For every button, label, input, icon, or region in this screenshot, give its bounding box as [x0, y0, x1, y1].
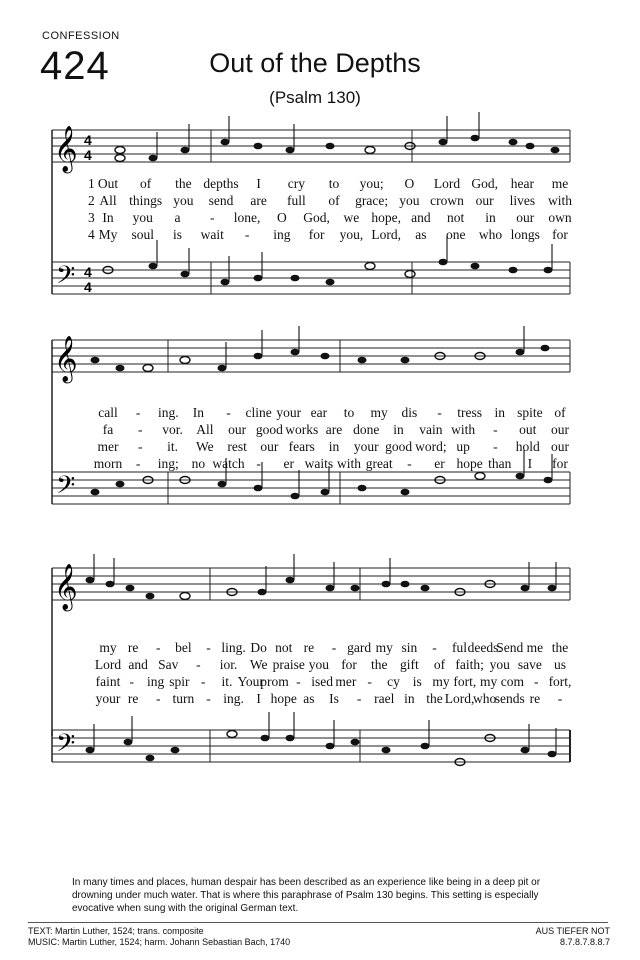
lyric-syllable: you,: [339, 227, 364, 242]
lyric-syllable: I: [256, 691, 261, 706]
lyric-syllable: -: [533, 674, 539, 689]
lyric-syllable: for: [308, 227, 325, 242]
lyric-syllable: you: [399, 193, 420, 208]
lyric-syllable: sends: [494, 691, 525, 706]
lyric-syllable: good: [385, 439, 413, 454]
lyric-syllable: who: [478, 227, 503, 242]
lyric-syllable: sin: [401, 640, 418, 655]
lyric-line: [0, 176, 640, 192]
lyric-syllable: Send: [496, 640, 524, 655]
lyric-syllable: -: [226, 405, 231, 420]
lyric-syllable: for: [552, 227, 568, 242]
lyric-syllable: -: [200, 674, 206, 689]
lyric-syllable: hold: [515, 439, 540, 454]
lyric-syllable: -: [135, 405, 141, 420]
lyric-syllable: own: [548, 210, 572, 225]
lyric-syllable: not: [275, 640, 293, 655]
lyric-syllable: your: [353, 439, 379, 454]
lyric-syllable: me: [526, 640, 544, 655]
lyric-syllable: ear: [310, 405, 328, 420]
lyric-syllable: with: [451, 422, 476, 437]
lyric-syllable: ing: [273, 227, 291, 242]
lyric-syllable: our: [228, 422, 247, 437]
meter: 8.7.8.7.8.8.7: [559, 937, 610, 947]
lyric-syllable: to: [343, 405, 355, 420]
lyric-syllable: mer: [335, 674, 357, 689]
lyric-syllable: in: [485, 210, 496, 225]
lyric-syllable: -: [244, 227, 250, 242]
lyric-syllable: -: [367, 674, 372, 689]
lyric-syllable: for: [552, 456, 568, 471]
lyric-syllable: the: [370, 657, 388, 672]
lyric-syllable: -: [155, 691, 161, 706]
lyric-syllable: crown: [430, 193, 464, 208]
lyric-syllable: All: [99, 193, 117, 208]
lyric-syllable: of: [328, 193, 340, 208]
verse-number: 3: [88, 210, 95, 225]
lyric-syllable: We: [249, 657, 268, 672]
lyric-syllable: gift: [399, 657, 419, 672]
lyric-syllable: you: [308, 657, 330, 672]
svg-text:4: 4: [84, 147, 92, 163]
lyric-syllable: I: [527, 456, 533, 471]
lyric-syllable: tress: [457, 405, 482, 420]
lyric-syllable: cline: [245, 405, 272, 420]
lyric-syllable: deeds.: [467, 640, 502, 655]
lyric-syllable: is: [412, 674, 422, 689]
lyric-syllable: fears: [288, 439, 315, 454]
lyric-syllable: God,: [471, 176, 498, 191]
lyric-syllable: in: [494, 405, 505, 420]
hymn-number: 424: [40, 44, 110, 88]
lyric-syllable: of: [140, 176, 152, 191]
lyric-syllable: us: [553, 657, 567, 672]
lyric-syllable: rael: [374, 691, 395, 706]
lyric-syllable: your: [95, 691, 121, 706]
lyric-syllable: we: [343, 210, 360, 225]
bass-clef-icon: 𝄢: [56, 261, 76, 296]
lyric-syllable: one: [445, 227, 466, 242]
lyric-syllable: -: [210, 210, 215, 225]
svg-text:4: 4: [84, 132, 92, 148]
lyric-syllable: my: [370, 405, 388, 420]
lyric-syllable: wait: [200, 227, 224, 242]
lyric-syllable: our: [551, 422, 569, 437]
lyric-syllable: -: [407, 456, 412, 471]
lyric-syllable: soul: [131, 227, 155, 242]
lyric-syllable: cry: [287, 176, 305, 191]
treble-clef-icon: 𝄞: [54, 126, 78, 172]
lyric-syllable: re: [127, 691, 139, 706]
svg-text:4: 4: [84, 264, 92, 280]
lyric-syllable: for: [341, 657, 357, 672]
lyric-syllable: hope: [456, 456, 483, 471]
lyric-syllable: as: [303, 691, 315, 706]
lyric-syllable: Do: [250, 640, 267, 655]
lyric-syllable: ing;: [157, 456, 179, 471]
lyric-syllable: I: [256, 176, 261, 191]
treble-clef-icon: 𝄞: [54, 564, 78, 610]
lyric-syllable: my: [432, 674, 450, 689]
tune-info: [536, 926, 610, 948]
lyric-syllable: Lord: [433, 176, 461, 191]
lyric-syllable: hope,: [371, 210, 401, 225]
category-label: CONFESSION: [42, 30, 120, 42]
credits: [28, 926, 290, 948]
lyric-syllable: no: [191, 456, 206, 471]
lyric-syllable: -: [206, 640, 211, 655]
lyric-syllable: fort,: [453, 674, 477, 689]
lyric-syllable: cy: [387, 674, 400, 689]
lyric-syllable: er: [434, 456, 445, 471]
lyric-syllable: praise: [272, 657, 305, 672]
lyric-syllable: In: [102, 210, 114, 225]
lyric-syllable: ing: [146, 674, 165, 689]
lyric-syllable: ing.: [157, 405, 179, 420]
lyric-syllable: morn: [93, 456, 123, 471]
lyric-syllable: with: [337, 456, 362, 471]
lyric-syllable: it.: [221, 674, 233, 689]
lyric-syllable: our: [516, 210, 535, 225]
lyric-syllable: -: [296, 674, 301, 689]
lyric-syllable: works: [285, 422, 319, 437]
lyric-syllable: turn: [172, 691, 195, 706]
lyric-syllable: All: [196, 422, 214, 437]
lyric-syllable: O: [404, 176, 415, 191]
lyric-syllable: God,: [303, 210, 330, 225]
lyric-syllable: a: [174, 210, 181, 225]
tune-name: AUS TIEFER NOT: [535, 926, 610, 936]
lyric-syllable: our: [260, 439, 279, 454]
lyric-syllable: Your: [237, 674, 264, 689]
lyric-syllable: faith;: [455, 657, 484, 672]
lyric-line: [0, 640, 640, 656]
lyric-syllable: and: [128, 657, 148, 672]
lyric-syllable: not: [447, 210, 465, 225]
lyric-syllable: -: [493, 422, 498, 437]
lyric-syllable: Sav: [158, 657, 179, 672]
lyric-syllable: your: [276, 405, 302, 420]
lyric-syllable: the: [426, 691, 443, 706]
lyric-syllable: vor.: [162, 422, 183, 437]
lyric-syllable: Lord,: [444, 691, 475, 706]
bass-clef-icon: 𝄢: [56, 729, 76, 764]
lyric-syllable: ised: [311, 674, 333, 689]
lyric-syllable: my: [375, 640, 393, 655]
lyric-syllable: grace;: [355, 193, 389, 208]
lyric-syllable: hope: [270, 691, 297, 706]
lyric-syllable: watch: [212, 456, 245, 471]
music-credit: MUSIC: Martin Luther, 1524; harm. Johann Sebastian Bach, 1740: [28, 937, 291, 947]
footnote: In many times and places, human despair has been described as an experience like being in a deep pit or drowning under much water. That is where this paraphrase of Psalm 130 begins. This setting is especially evocative when sung with the original German text.: [72, 877, 541, 914]
lyric-syllable: longs: [510, 227, 540, 242]
lyric-syllable: great: [365, 456, 393, 471]
lyric-syllable: Lord: [94, 657, 122, 672]
lyric-line: [0, 439, 640, 455]
lyric-syllable: and: [411, 210, 431, 225]
lyric-syllable: save: [517, 657, 542, 672]
lyric-syllable: who: [473, 691, 497, 706]
lyric-syllable: My: [98, 227, 118, 242]
lyric-syllable: -: [138, 439, 143, 454]
lyric-syllable: in: [393, 422, 404, 437]
lyric-syllable: faint: [95, 674, 121, 689]
lyric-syllable: spite: [517, 405, 543, 420]
verse-number: 1: [88, 176, 95, 191]
lyric-syllable: In: [192, 405, 205, 420]
lyric-syllable: -: [432, 640, 437, 655]
lyric-syllable: waits: [304, 456, 334, 471]
lyric-syllable: full: [286, 193, 306, 208]
lyric-syllable: Out: [97, 176, 119, 191]
lyric-syllable: call: [98, 405, 118, 420]
lyric-syllable: ling.: [221, 640, 246, 655]
lyric-syllable: -: [493, 439, 498, 454]
lyric-syllable: hear: [510, 176, 534, 191]
lyric-syllable: rest: [227, 439, 247, 454]
lyric-syllable: -: [135, 456, 141, 471]
lyric-syllable: Lord,: [371, 227, 401, 242]
lyric-syllable: mer: [97, 439, 119, 454]
lyric-syllable: of: [433, 657, 446, 672]
svg-text:4: 4: [84, 279, 92, 295]
lyric-syllable: are: [250, 193, 267, 208]
lyric-syllable: the: [175, 176, 192, 191]
lyric-line: [0, 657, 640, 673]
lyric-syllable: -: [331, 640, 337, 655]
lyric-syllable: as: [415, 227, 427, 242]
lyric-syllable: the: [551, 640, 569, 655]
lyric-syllable: -: [196, 657, 201, 672]
lyric-syllable: things: [129, 193, 163, 208]
lyric-syllable: you;: [359, 176, 384, 191]
lyric-syllable: lone,: [233, 210, 261, 225]
lyric-syllable: than: [488, 456, 512, 471]
lyric-syllable: done: [353, 422, 380, 437]
lyric-syllable: dis: [401, 405, 418, 420]
lyric-syllable: re: [529, 691, 541, 706]
lyric-syllable: er: [283, 456, 295, 471]
lyric-syllable: my: [99, 640, 117, 655]
lyric-line: [0, 456, 640, 472]
hymn-subtitle: (Psalm 130): [269, 88, 361, 107]
lyric-syllable: fa: [102, 422, 114, 437]
lyric-line: [0, 422, 640, 438]
lyric-syllable: lives: [509, 193, 536, 208]
lyric-syllable: me: [551, 176, 569, 191]
lyric-line: [0, 674, 640, 690]
lyric-syllable: out: [519, 422, 537, 437]
lyric-syllable: O: [276, 210, 287, 225]
treble-clef-icon: 𝄞: [54, 336, 78, 382]
music-system-3-bass: [0, 700, 640, 800]
lyric-syllable: com: [500, 674, 525, 689]
lyric-syllable: ful: [452, 640, 468, 655]
lyric-syllable: you: [132, 210, 153, 225]
lyric-line: [0, 405, 640, 421]
lyric-syllable: you: [489, 657, 510, 672]
lyric-line: [0, 210, 640, 226]
lyric-syllable: up: [456, 439, 470, 454]
verse-number: 4: [88, 227, 95, 242]
lyric-syllable: -: [256, 456, 261, 471]
lyric-line: [0, 193, 640, 209]
lyric-syllable: good: [255, 422, 283, 437]
lyric-syllable: our: [475, 193, 494, 208]
lyric-syllable: spir: [169, 674, 190, 689]
lyric-syllable: -: [557, 691, 563, 706]
lyric-syllable: -: [129, 674, 135, 689]
lyric-syllable: is: [173, 227, 183, 242]
lyric-syllable: -: [206, 691, 211, 706]
lyric-syllable: Is: [329, 691, 339, 706]
lyric-syllable: vain: [419, 422, 443, 437]
lyric-syllable: depths: [203, 176, 239, 191]
lyric-line: [0, 227, 640, 243]
lyric-syllable: it.: [167, 439, 179, 454]
lyric-syllable: in: [328, 439, 340, 454]
lyric-syllable: word;: [415, 439, 447, 454]
text-credit: TEXT: Martin Luther, 1524; trans. composite: [28, 926, 204, 936]
bass-clef-icon: 𝄢: [56, 471, 76, 506]
lyric-syllable: send: [208, 193, 234, 208]
lyric-syllable: We: [196, 439, 214, 454]
lyric-syllable: -: [437, 405, 442, 420]
lyric-syllable: ior.: [219, 657, 238, 672]
lyric-syllable: re: [303, 640, 315, 655]
lyric-syllable: fort,: [548, 674, 572, 689]
lyric-syllable: of: [554, 405, 566, 420]
lyric-syllable: bel: [175, 640, 192, 655]
lyric-syllable: -: [356, 691, 362, 706]
divider: [28, 922, 608, 923]
lyric-syllable: my: [479, 674, 498, 689]
lyric-syllable: in: [404, 691, 415, 706]
lyric-syllable: with: [547, 193, 573, 208]
lyric-syllable: to: [328, 176, 340, 191]
verse-number: 2: [88, 193, 95, 208]
lyric-syllable: you: [173, 193, 194, 208]
lyric-syllable: -: [138, 422, 143, 437]
lyric-syllable: ing.: [223, 691, 244, 706]
lyric-syllable: gard: [347, 640, 372, 655]
lyric-syllable: -: [155, 640, 161, 655]
hymn-title: Out of the Depths: [209, 48, 421, 78]
lyric-syllable: our: [551, 439, 569, 454]
lyric-syllable: prom: [260, 674, 289, 689]
lyric-syllable: are: [325, 422, 343, 437]
lyric-syllable: re: [127, 640, 139, 655]
